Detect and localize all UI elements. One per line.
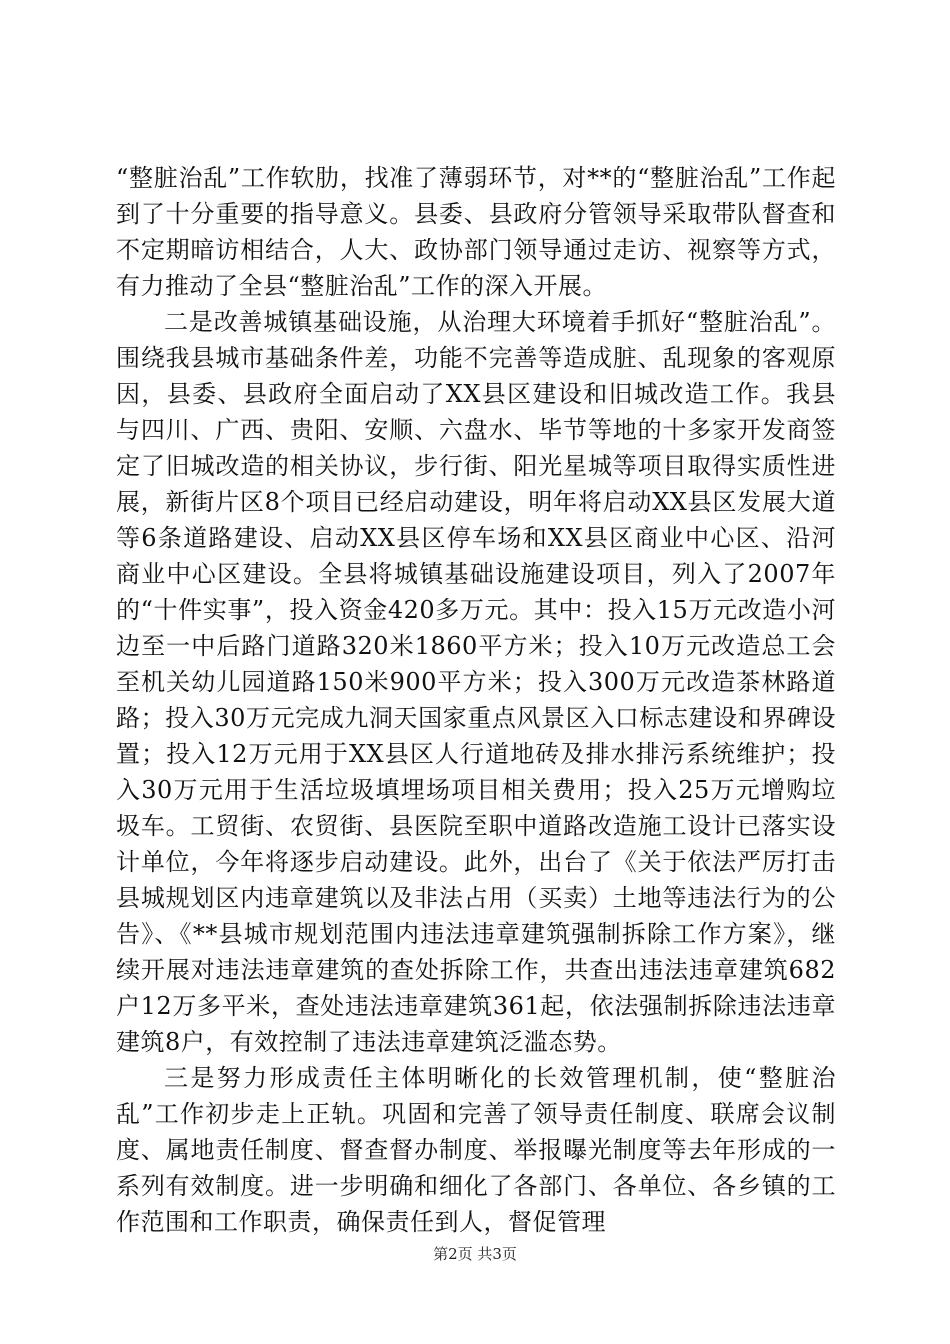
page-number-footer: 第2页 共3页 (433, 1245, 517, 1263)
paragraph-infrastructure: 二是改善城镇基础设施，从治理大环境着手抓好“整脏治乱”。围绕我县城市基础条件差，功能不完善等造成脏、乱现象的客观原因，县委、县政府全面启动了XX县区建设和旧城改造工作。我县与四川、广西、贵阳、安顺、六盘水、毕节等地的十多家开发商签定了旧城改造的相关协议，步行街、阳光星城等项目取得实质性进展，新街片区8个项目已经启动建设，明年将启动XX县区发展大道等6条道路建设、启动XX县区停车场和XX县区商业中心区、沿河商业中心区建设。全县将城镇基础设施建设项目，列入了2007年的“十件实事”，投入资金420多万元。其中：投入15万元改造小河边至一中后路门道路320米1860平方米；投入10万元改造总工会至机关幼儿园道路150米900平方米；投入300万元改造茶林路道路；投入30万元完成九洞天国家重点风景区入口标志建设和界碑设置；投入12万元用于XX县区人行道地砖及排水排污系统维护；投入30万元用于生活垃圾填埋场项目相关费用；投入25万元增购垃圾车。工贸街、农贸街、县医院至职中道路改造施工设计已落实设计单位，今年将逐步启动建设。此外，出台了《关于依法严厉打击县城规划区内违章建筑以及非法占用（买卖）土地等违法行为的公告》、《**县城市规划范围内违法违章建筑强制拆除工作方案》，继续开展对违法违章建筑的查处拆除工作，共查出违法违章建筑682户12万多平米，查处违法违章建筑361起，依法强制拆除违法违章建筑8户，有效控制了违法违章建筑泛滥态势。 (116, 308, 836, 1056)
paragraph-management-mechanism: 三是努力形成责任主体明晰化的长效管理机制，使“整脏治乱”工作初步走上正轨。巩固和完善了领导责任制度、联席会议制度、属地责任制度、督查督办制度、举报曝光制度等去年形成的一系列有效制度。进一步明确和细化了各部门、各单位、各乡镇的工作范围和工作职责，确保责任到人，督促管理 (116, 1064, 836, 1236)
paragraph-continuation: “整脏治乱”工作软肋，找准了薄弱环节，对**的“整脏治乱”工作起到了十分重要的指导意义。县委、县政府分管领导采取带队督查和不定期暗访相结合，人大、政协部门领导通过走访、视察等方式，有力推动了全县“整脏治乱”工作的深入开展。 (116, 164, 836, 300)
document-body (116, 160, 836, 1240)
